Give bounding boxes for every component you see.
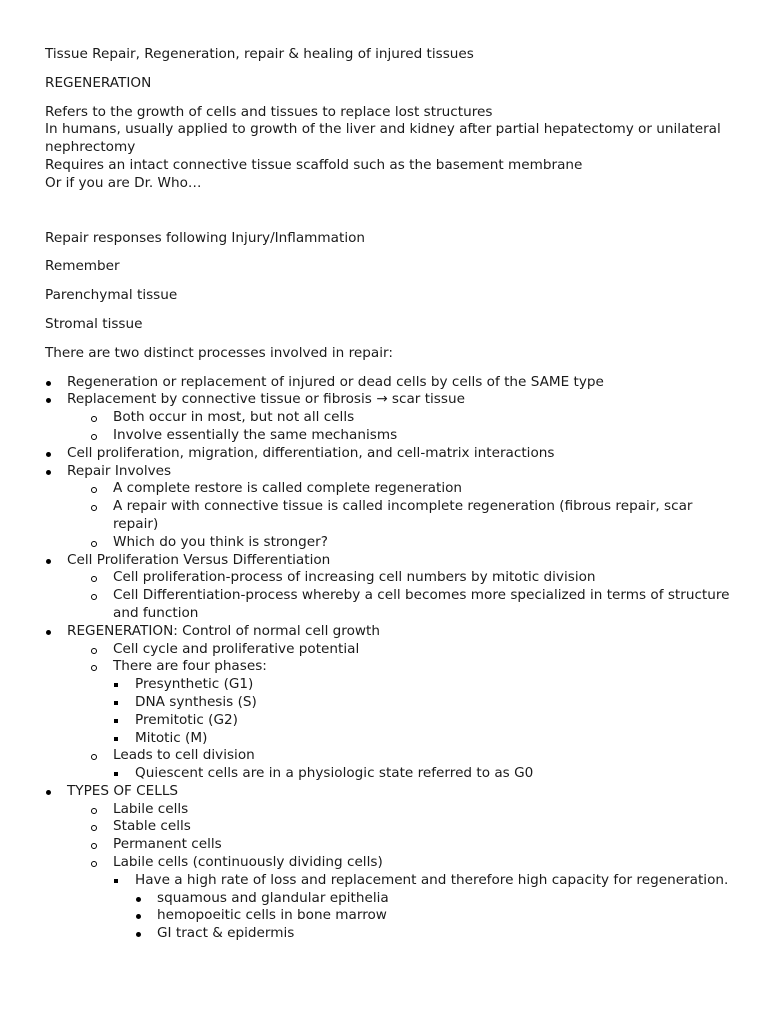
sub-list-item: Labile cells xyxy=(90,801,735,819)
example-list xyxy=(135,890,735,943)
example-item: squamous and glandular epithelia xyxy=(135,890,735,908)
document-page xyxy=(45,46,735,943)
example-item: GI tract & epidermis xyxy=(135,925,735,943)
sub-list-item: Cell Differentiation-process whereby a cell becomes more specialized in terms of structure and function xyxy=(90,587,735,623)
sub-list-item: Which do you think is stronger? xyxy=(90,534,735,552)
regeneration-line: Requires an intact connective tissue scaffold such as the basement membrane xyxy=(45,156,583,173)
sub-list-item: Cell cycle and proliferative potential xyxy=(90,641,735,659)
sub-list-item: A complete restore is called complete regeneration xyxy=(90,480,735,498)
list-item: Cell proliferation, migration, differentiation, and cell-matrix interactions xyxy=(45,445,735,463)
sub-list xyxy=(90,480,735,551)
sub-list-item: Labile cells (continuously dividing cells) Have a high rate of loss and replacement and therefore high capacity for regeneration. squamous and glandular epithelia hemopoeitic cells in bone marrow GI tract & epidermis xyxy=(90,854,735,943)
sub-list xyxy=(90,641,735,783)
list-item: Repair Involves A complete restore is called complete regeneration A repair with connective tissue is called incomplete regeneration (fibrous repair, scar repair) Which do you think is stronger? xyxy=(45,463,735,552)
phase-list xyxy=(113,676,735,747)
remember-text: Remember xyxy=(45,258,120,275)
document-title: Tissue Repair, Regeneration, repair & healing of injured tissues xyxy=(45,46,474,62)
regeneration-definition xyxy=(45,104,735,193)
regeneration-line: Or if you are Dr. Who… xyxy=(45,174,202,191)
sub-list xyxy=(90,409,735,445)
list-item: Regeneration or replacement of injured or dead cells by cells of the SAME type xyxy=(45,374,735,392)
sub-list-item: Both occur in most, but not all cells xyxy=(90,409,735,427)
regeneration-line: Refers to the growth of cells and tissues to replace lost structures xyxy=(45,103,493,120)
repair-heading: Repair responses following Injury/Inflammation xyxy=(45,229,366,246)
list-item: Cell Proliferation Versus Differentiation Cell proliferation-process of increasing cell numbers by mitotic division Cell Differentiation-process whereby a cell becomes more specialized in terms of structure and function xyxy=(45,552,735,623)
sub-list xyxy=(90,801,735,943)
sub-sub-list xyxy=(113,872,735,943)
list-item: REGENERATION: Control of normal cell growth Cell cycle and proliferative potential There are four phases: Presynthetic (G1) DNA synthesis (S) Premitotic (G2) Mitotic (M) Leads to cell division Quiescent cells are in a physiologic state referred to as G0 xyxy=(45,623,735,783)
sub-list xyxy=(90,569,735,622)
sub-sub-list xyxy=(113,765,735,783)
phase-item: Premitotic (G2) xyxy=(113,712,735,730)
list-item: TYPES OF CELLS Labile cells Stable cells Permanent cells Labile cells (continuously dividing cells) Have a high rate of loss and replacement and therefore high capacity for regeneration. squamous and glandular epithelia hemopoeitic cells in bone marrow GI tract & epidermis xyxy=(45,783,735,943)
parenchymal-text: Parenchymal tissue xyxy=(45,287,178,304)
phase-item: Presynthetic (G1) xyxy=(113,676,735,694)
sub-list-item: Permanent cells xyxy=(90,836,735,854)
outline-list xyxy=(45,374,735,944)
sub-list-item: A repair with connective tissue is called incomplete regeneration (fibrous repair, scar repair) xyxy=(90,498,735,534)
sub-list-item: Cell proliferation-process of increasing cell numbers by mitotic division xyxy=(90,569,735,587)
sub-sub-list-item: Quiescent cells are in a physiologic state referred to as G0 xyxy=(113,765,735,783)
two-processes-text: There are two distinct processes involved in repair: xyxy=(45,344,393,361)
sub-list-item: Stable cells xyxy=(90,818,735,836)
sub-sub-list-item: Have a high rate of loss and replacement and therefore high capacity for regeneration. squamous and glandular epithelia hemopoeitic cells in bone marrow GI tract & epidermis xyxy=(113,872,735,943)
regeneration-line: In humans, usually applied to growth of the liver and kidney after partial hepatectomy or unilateral nephrectomy xyxy=(45,121,721,156)
list-item: Replacement by connective tissue or fibrosis → scar tissue Both occur in most, but not all cells Involve essentially the same mechanisms xyxy=(45,391,735,444)
example-item: hemopoeitic cells in bone marrow xyxy=(135,907,735,925)
regeneration-heading: REGENERATION xyxy=(45,74,152,91)
stromal-text: Stromal tissue xyxy=(45,315,143,332)
phase-item: Mitotic (M) xyxy=(113,730,735,748)
sub-list-item: Leads to cell division Quiescent cells are in a physiologic state referred to as G0 xyxy=(90,747,735,783)
phase-item: DNA synthesis (S) xyxy=(113,694,735,712)
sub-list-item: There are four phases: Presynthetic (G1) DNA synthesis (S) Premitotic (G2) Mitotic (M) xyxy=(90,658,735,747)
sub-list-item: Involve essentially the same mechanisms xyxy=(90,427,735,445)
